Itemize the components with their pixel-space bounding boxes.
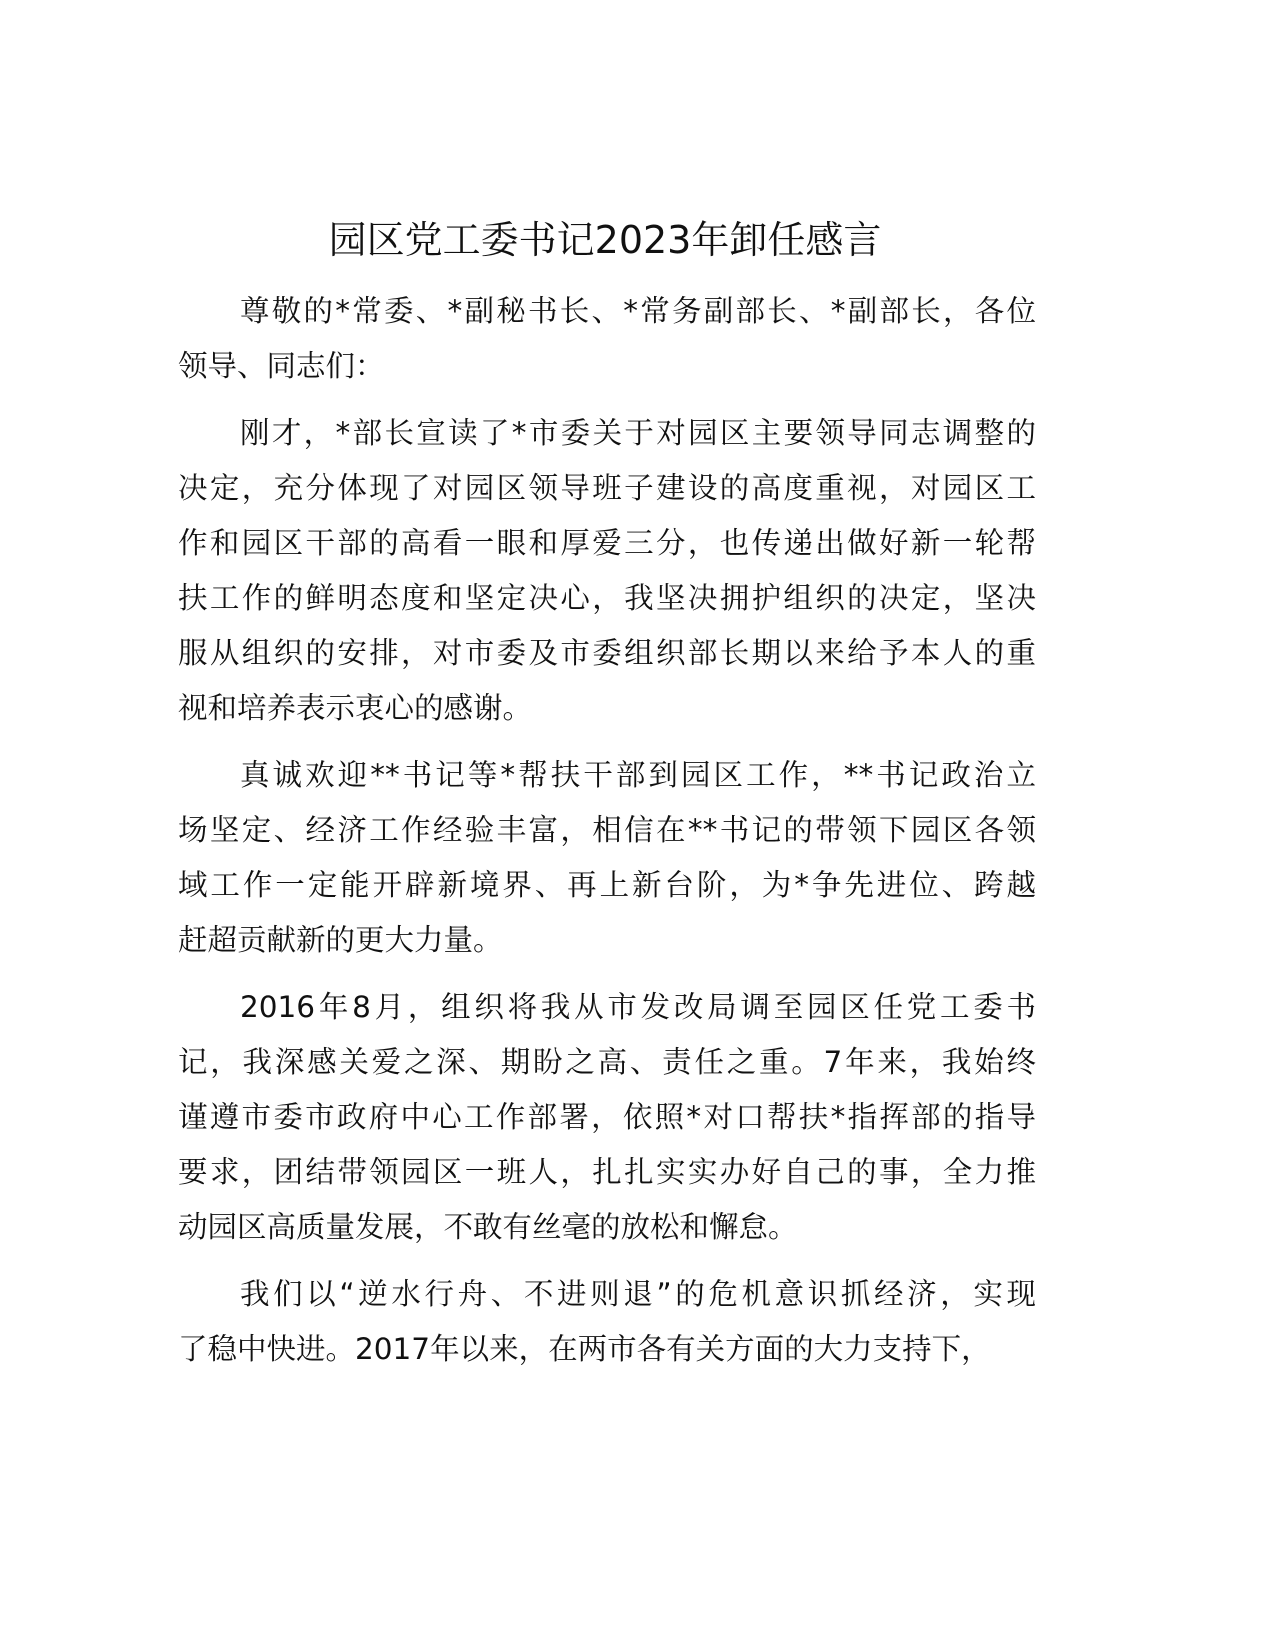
paragraph-line: 视和培养表示衷心的感谢。 bbox=[178, 691, 533, 725]
paragraph bbox=[178, 980, 1036, 1255]
paragraph bbox=[178, 406, 1036, 736]
paragraph-line: 谨遵市委市政府中心工作部署，依照*对口帮扶*指挥部的指导 bbox=[178, 1100, 1036, 1134]
paragraph-line: 决定，充分体现了对园区领导班子建设的高度重视，对园区工 bbox=[178, 471, 1036, 505]
paragraph-line: 真诚欢迎**书记等*帮扶干部到园区工作，**书记政治立 bbox=[240, 758, 1036, 792]
paragraph-line: 服从组织的安排，对市委及市委组织部长期以来给予本人的重 bbox=[178, 636, 1036, 670]
document-body bbox=[178, 284, 1036, 1389]
paragraph-line: 尊敬的*常委、*副秘书长、*常务副部长、*副部长，各位 bbox=[240, 294, 1036, 328]
paragraph-line: 我们以“逆水行舟、不进则退”的危机意识抓经济，实现 bbox=[240, 1277, 1036, 1311]
paragraph-line: 2016年8月，组织将我从市发改局调至园区任党工委书 bbox=[240, 990, 1036, 1024]
paragraph bbox=[178, 284, 1036, 394]
paragraph-line: 领导、同志们： bbox=[178, 349, 385, 383]
paragraph-line: 了稳中快进。2017年以来，在两市各有关方面的大力支持下， bbox=[178, 1332, 991, 1366]
paragraph-line: 动园区高质量发展，不敢有丝毫的放松和懈怠。 bbox=[178, 1210, 798, 1244]
paragraph-line: 场坚定、经济工作经验丰富，相信在**书记的带领下园区各领 bbox=[178, 813, 1036, 847]
paragraph-line: 扶工作的鲜明态度和坚定决心，我坚决拥护组织的决定，坚决 bbox=[178, 581, 1036, 615]
paragraph-line: 记，我深感关爱之深、期盼之高、责任之重。7年来，我始终 bbox=[178, 1045, 1036, 1079]
paragraph-line: 刚才，*部长宣读了*市委关于对园区主要领导同志调整的 bbox=[240, 416, 1036, 450]
paragraph-line: 作和园区干部的高看一眼和厚爱三分，也传递出做好新一轮帮 bbox=[178, 526, 1036, 560]
document-title: 园区党工委书记2023年卸任感言 bbox=[328, 218, 882, 262]
paragraph-line: 域工作一定能开辟新境界、再上新台阶，为*争先进位、跨越 bbox=[178, 868, 1036, 902]
paragraph bbox=[178, 1267, 1036, 1377]
paragraph-line: 要求，团结带领园区一班人，扎扎实实办好自己的事，全力推 bbox=[178, 1155, 1036, 1189]
paragraph-line: 赶超贡献新的更大力量。 bbox=[178, 923, 503, 957]
paragraph bbox=[178, 748, 1036, 968]
